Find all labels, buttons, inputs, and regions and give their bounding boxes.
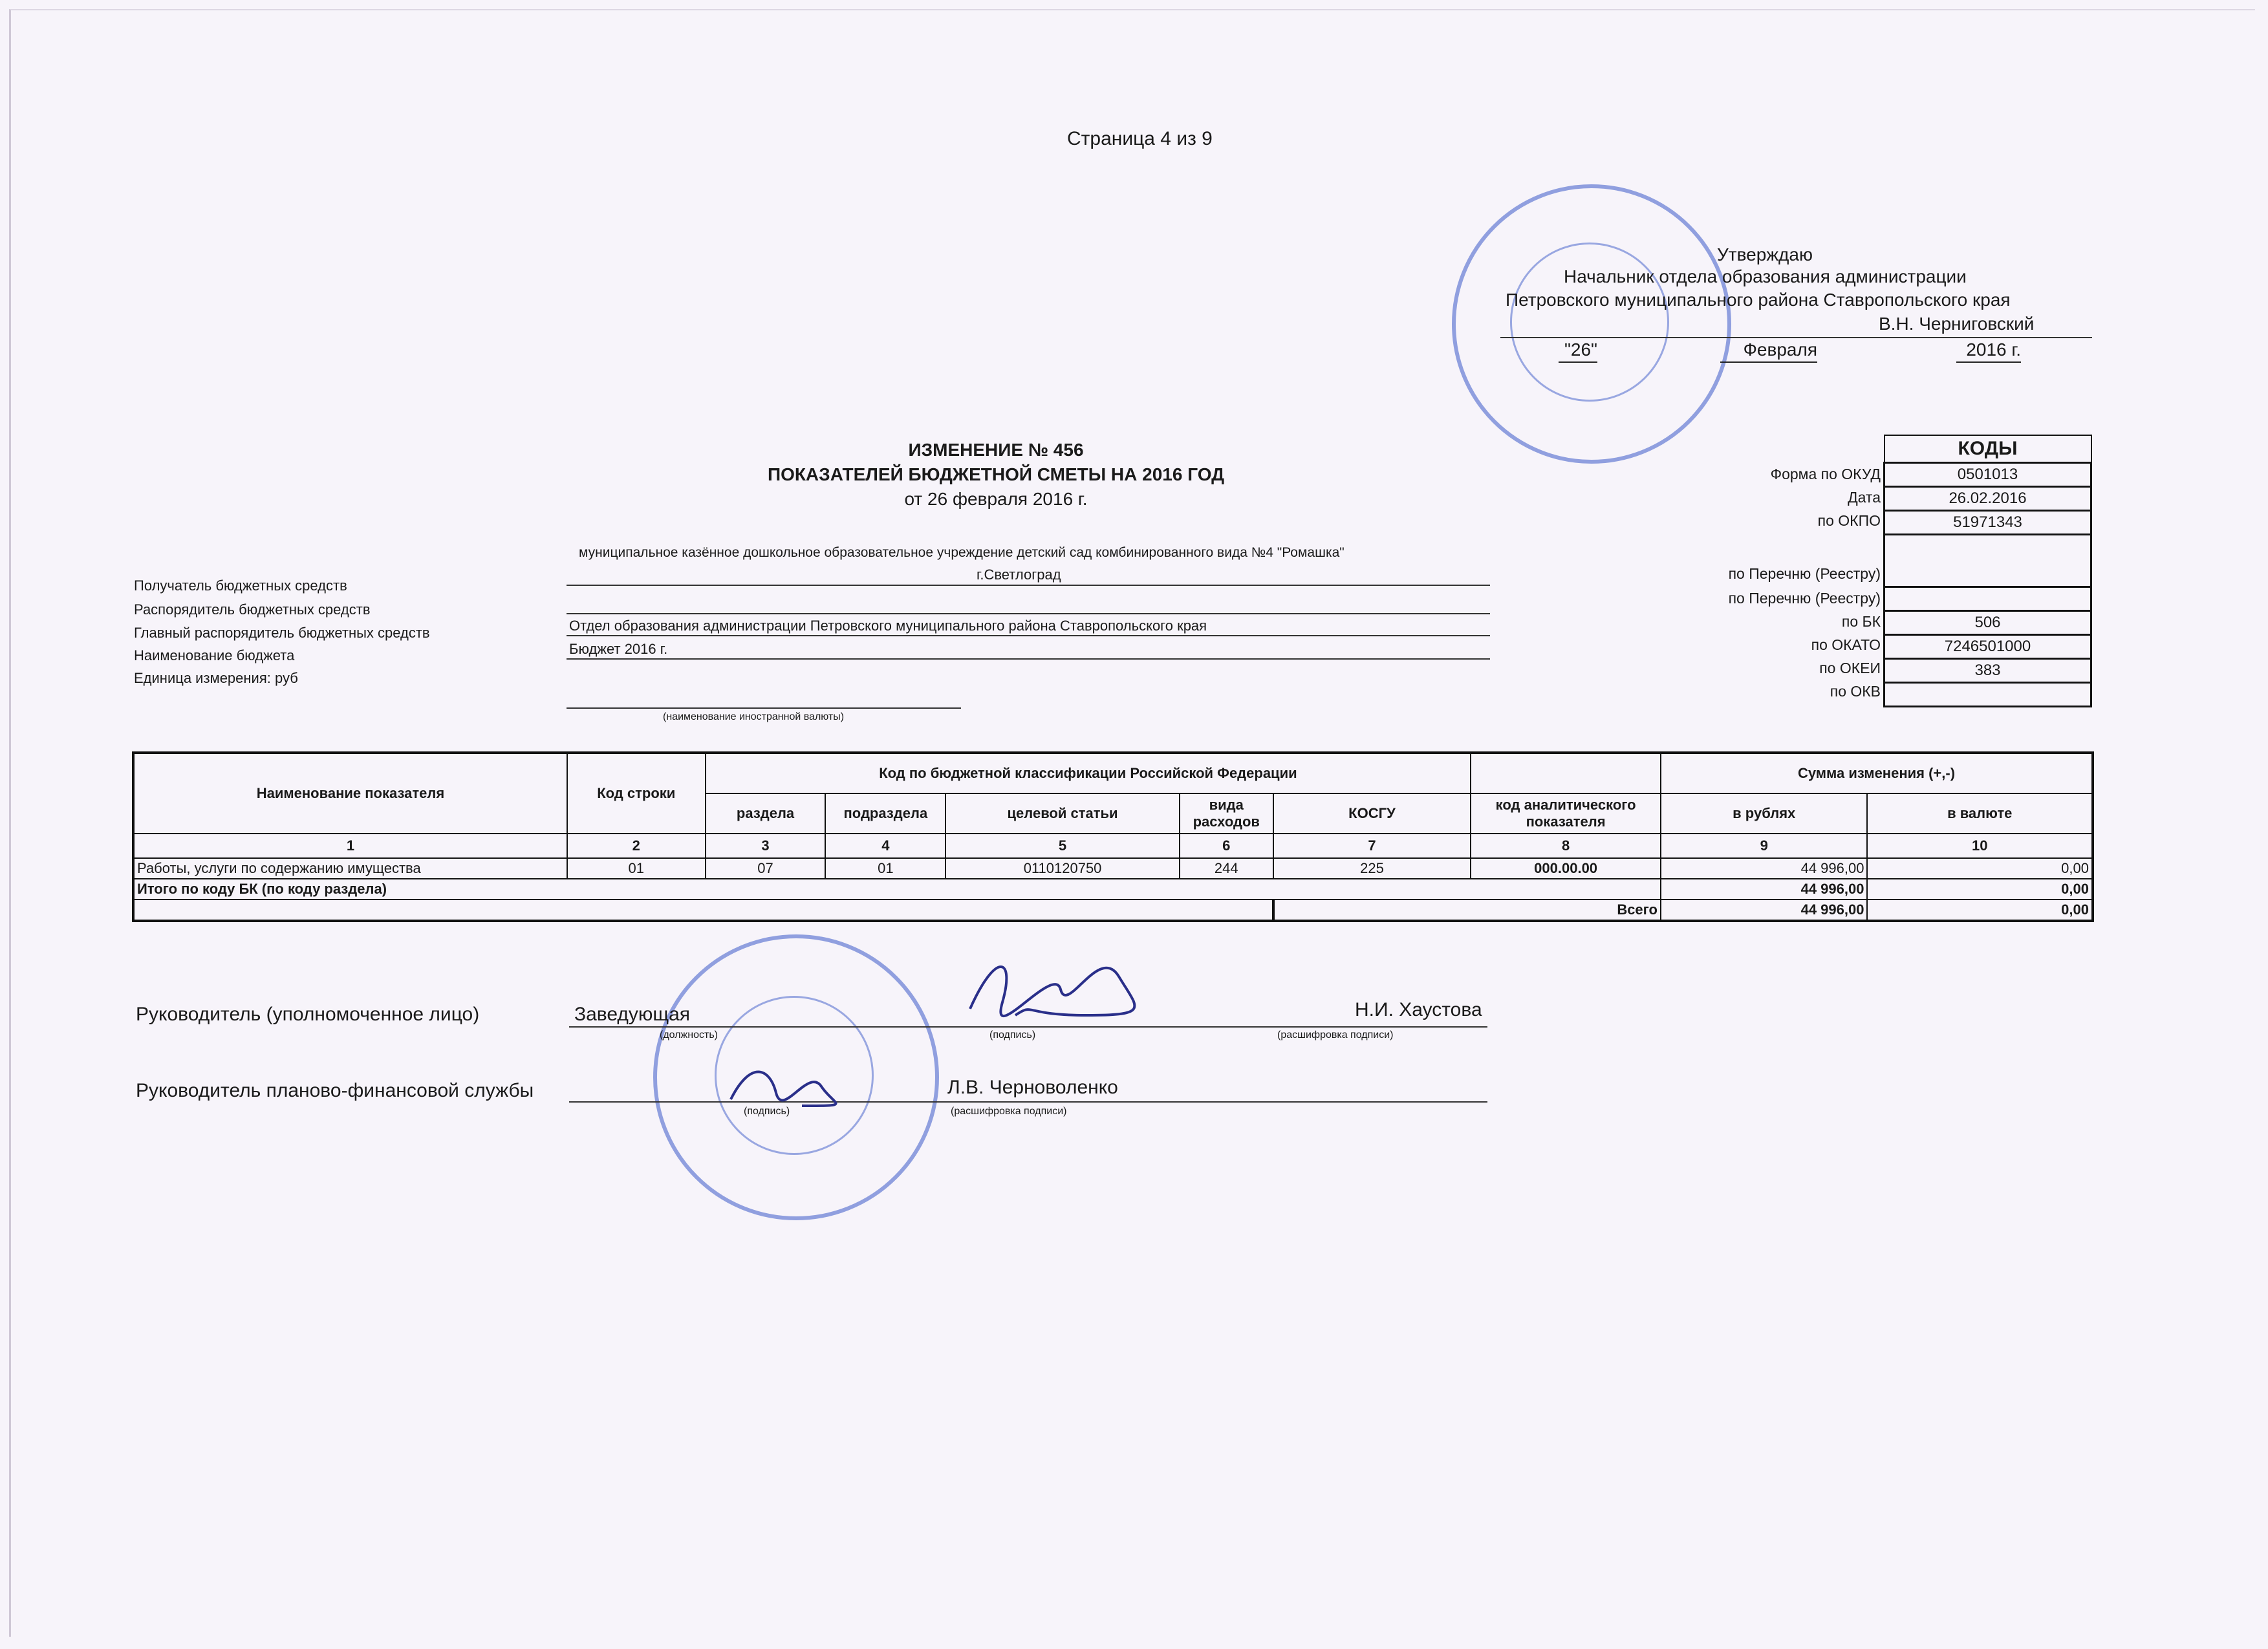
column-numbers-row [133,834,2093,858]
document-title: ИЗМЕНЕНИЕ № 456 [908,440,1084,460]
row-code: 01 [567,858,706,879]
approval-heading: Утверждаю [1717,244,1813,264]
approval-organization: Петровского муниципального района Ставропольского края [1506,290,2011,310]
label-registry-2: по Перечню (Реестру) [1728,590,1881,607]
code-registry-1 [1885,535,2091,587]
column-number: 7 [1273,834,1471,858]
unit-label: Единица измерения: руб [134,670,298,686]
row-rub: 44 996,00 [1661,858,1867,879]
manager-line [567,613,1490,614]
chief-line [567,635,1490,636]
total-spacer [133,900,1273,921]
sub-analit: код аналитического показателя [1471,793,1661,834]
sub-razdel: раздела [706,793,826,834]
recipient-value: муниципальное казённое дошкольное образовательное учреждение детский сад комбинированного вида №4 "Ромашка" [579,545,1345,560]
fin-label: Руководитель планово-финансовой службы [136,1080,534,1101]
approval-month: Февраля [1720,338,1817,363]
approval-position: Начальник отдела образования администрации [1564,266,1967,286]
head-sign-caption: (подпись) [989,1029,1036,1040]
recipient-line [567,585,1490,586]
label-okud: Форма по ОКУД [1770,466,1881,482]
row-kosgu: 225 [1273,858,1471,879]
chief-value: Отдел образования администрации Петровского муниципального района Ставропольского края [569,618,1207,634]
col-sum-header: Сумма изменения (+,-) [1661,753,2093,793]
document-date: от 26 февраля 2016 г. [904,489,1088,509]
row-val: 0,00 [1867,858,2093,879]
column-number: 10 [1867,834,2093,858]
approval-name: В.Н. Черниговский [1879,314,2035,334]
approval-year: 2016 г. [1956,338,2021,363]
total-row [133,900,2093,921]
table-row [133,858,2093,879]
head-label: Руководитель (уполномоченное лицо) [136,1004,480,1025]
recipient-label: Получатель бюджетных средств [134,577,347,594]
budget-line [567,658,1490,660]
code-okato: 7246501000 [1885,635,2091,659]
sub-kosgu: КОСГУ [1273,793,1471,834]
sub-rub: в рублях [1661,793,1867,834]
label-bk: по БК [1841,613,1881,630]
code-okpo: 51971343 [1885,511,2091,535]
column-number: 4 [825,834,945,858]
chief-label: Главный распорядитель бюджетных средств [134,625,430,641]
codes-header: КОДЫ [1885,435,2091,463]
sub-vida: вида расходов [1180,793,1273,834]
code-registry-2 [1885,587,2091,611]
row-name: Работы, услуги по содержанию имущества [133,858,567,879]
currency-line [567,707,961,709]
label-okei: по ОКЕИ [1819,660,1881,676]
column-number: 6 [1180,834,1273,858]
label-okv: по ОКВ [1830,683,1881,700]
head-position-caption: (должность) [660,1029,718,1040]
manager-label: Распорядитель бюджетных средств [134,601,371,618]
col-bk-header: Код по бюджетной классификации Российской Федерации [706,753,1471,793]
total-rub: 44 996,00 [1661,900,1867,921]
recipient-city: г.Светлоград [977,566,1061,583]
label-okato: по ОКАТО [1811,636,1881,653]
sub-podrazdel: подраздела [825,793,945,834]
fin-name: Л.В. Черноволенко [947,1077,1118,1098]
total-bk-rub: 44 996,00 [1661,879,1867,900]
total-bk-row [133,879,2093,900]
column-number: 3 [706,834,826,858]
column-number: 9 [1661,834,1867,858]
row-razdel: 07 [706,858,826,879]
col-blank-header [1471,753,1661,793]
head-position: Заведующая [574,1004,691,1025]
row-analit: 000.00.00 [1471,858,1661,879]
head-signature-scribble [957,938,1164,1035]
column-number: 8 [1471,834,1661,858]
total-bk-label: Итого по коду БК (по коду раздела) [133,879,1661,900]
fin-signature-line [569,1101,1487,1103]
code-okei: 383 [1885,659,2091,683]
budget-value: Бюджет 2016 г. [569,641,668,657]
label-date: Дата [1848,489,1881,506]
row-podrazdel: 01 [825,858,945,879]
row-vida: 244 [1180,858,1273,879]
budget-label: Наименование бюджета [134,647,295,663]
column-number: 1 [133,834,567,858]
fin-sign-caption: (подпись) [744,1106,790,1117]
head-decode-caption: (расшифровка подписи) [1277,1029,1394,1040]
col-code-header: Код строки [567,753,706,834]
code-okv [1885,683,2091,707]
code-bk: 506 [1885,611,2091,635]
sub-celevaya: целевой статьи [945,793,1179,834]
code-okud: 0501013 [1885,463,2091,487]
sub-val: в валюте [1867,793,2093,834]
col-name-header: Наименование показателя [133,753,567,834]
column-number: 5 [945,834,1179,858]
currency-caption: (наименование иностранной валюты) [663,711,845,722]
total-bk-val: 0,00 [1867,879,2093,900]
label-okpo: по ОКПО [1817,512,1881,529]
label-registry-1: по Перечню (Реестру) [1728,565,1881,582]
row-celevaya: 0110120750 [945,858,1179,879]
head-name: Н.И. Хаустова [1355,999,1482,1020]
page-number: Страница 4 из 9 [1067,128,1213,149]
column-number: 2 [567,834,706,858]
code-date: 26.02.2016 [1885,487,2091,511]
total-label: Всего [1273,900,1661,921]
codes-table [1883,435,2092,707]
total-val: 0,00 [1867,900,2093,921]
fin-decode-caption: (расшифровка подписи) [951,1106,1067,1117]
approval-day: "26" [1559,338,1597,363]
budget-change-table [132,751,2094,922]
document-subtitle: ПОКАЗАТЕЛЕЙ БЮДЖЕТНОЙ СМЕТЫ НА 2016 ГОД [767,464,1225,484]
